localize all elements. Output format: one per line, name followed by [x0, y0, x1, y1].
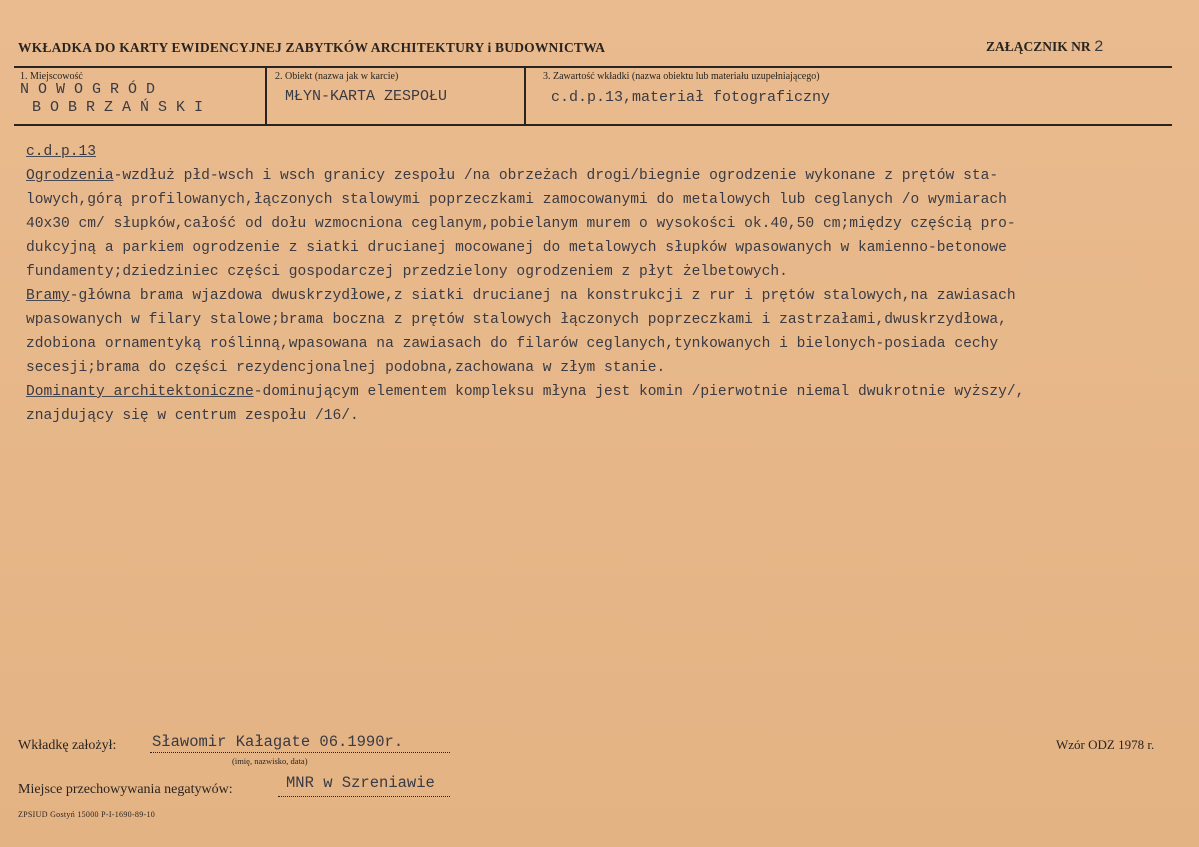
form-code: Wzór ODZ 1978 r. — [1056, 737, 1155, 752]
fences-line-3: 40x30 cm/ słupków,całość od dołu wzmocniona ceglanym,pobielanym murem o wysokości ok.40,50 cm;między częścią pro- — [26, 216, 1016, 232]
dominants-text-1: -dominującym elementem kompleksu młyna jest komin /pierwotnie niemal dwukrotnie wyższy/, — [253, 384, 1025, 400]
storage-dotted-line — [278, 796, 450, 797]
object-label: 2. Obiekt (nazwa jak w karcie) — [275, 71, 399, 82]
gates-line-3: zdobiona ornamentyką roślinną,wpasowana na zawiasach do filarów ceglanych,tynkowanych i bielonych-posiada cechy — [26, 336, 999, 352]
content-value: c.d.p.13,materiał fotograficzny — [551, 89, 831, 106]
continuation-heading-text: c.d.p.13 — [26, 144, 97, 160]
gates-line-2: wpasowanych w filary stalowe;brama boczna z prętów stalowych łączonych poprzeczkami i zastrzałami,dwuskrzydłowa, — [26, 312, 1007, 328]
founder-dotted-line — [150, 752, 450, 753]
annex-label — [986, 38, 1104, 56]
fences-line-5: fundamenty;dziedziniec części gospodarczej przedzielony ogrodzeniem z płyt żelbetowych. — [26, 264, 788, 280]
continuation-heading — [26, 140, 1186, 164]
dominants-heading: Dominanty architektoniczne — [26, 384, 254, 400]
dominants-line-1 — [26, 380, 1186, 404]
founder-hint: (imię, nazwisko, data) — [232, 756, 308, 766]
gates-text-1: -główna brama wjazdowa dwuskrzydłowe,z siatki drucianej na konstrukcji z rur i prętów stalowych,na zawiasach — [69, 288, 1016, 304]
annex-label-text: ZAŁĄCZNIK NR — [986, 39, 1091, 54]
dominants-line-2: znajdujący się w centrum zespołu /16/. — [26, 408, 359, 424]
header-rule-top — [14, 66, 1172, 68]
fences-text-1: -wzdłuż płd-wsch i wsch granicy zespołu /na obrzeżach drogi/biegnie ogrodzenie wykonane z prętów sta- — [113, 168, 999, 184]
header-rule-bottom — [14, 124, 1172, 126]
location-value-line1: N O W O G R Ó D — [20, 81, 156, 98]
fences-line-1 — [26, 164, 1186, 188]
field-divider-1 — [265, 66, 267, 125]
print-info: ZPSIUD Gostyń 15000 P-I-1690-89-10 — [18, 810, 156, 819]
content-label: 3. Zawartość wkładki (nazwa obiektu lub materiału uzupełniającego) — [543, 71, 820, 82]
fences-line-4: dukcyjną a parkiem ogrodzenie z siatki drucianej mocowanej do metalowych słupków wpasowanych w kamienno-betonowe — [26, 240, 1007, 256]
gates-line-1 — [26, 284, 1186, 308]
card-title: WKŁADKA DO KARTY EWIDENCYJNEJ ZABYTKÓW ARCHITEKTURY i BUDOWNICTWA — [18, 40, 606, 55]
storage-value: MNR w Szreniawie — [286, 774, 435, 792]
annex-number: 2 — [1094, 38, 1104, 56]
storage-label: Miejsce przechowywania negatywów: — [18, 782, 233, 797]
fences-heading: Ogrodzenia — [26, 168, 114, 184]
founder-value: Sławomir Kałagate 06.1990r. — [152, 733, 404, 751]
field-divider-2 — [524, 66, 526, 125]
fences-line-2: lowych,górą profilowanych,łączonych stalowymi poprzeczkami zamocowanymi do metalowych lub ceglanych /o wymiarach — [26, 192, 1007, 208]
founder-label: Wkładkę założył: — [18, 738, 117, 753]
location-label: 1. Miejscowość — [20, 71, 83, 82]
gates-heading: Bramy — [26, 288, 70, 304]
typed-description — [26, 140, 1186, 428]
object-value: MŁYN-KARTA ZESPOŁU — [285, 88, 448, 105]
location-value-line2: B O B R Z A Ń S K I — [32, 99, 204, 116]
gates-line-4: secesji;brama do części rezydencjonalnej podobna,zachowana w złym stanie. — [26, 360, 666, 376]
